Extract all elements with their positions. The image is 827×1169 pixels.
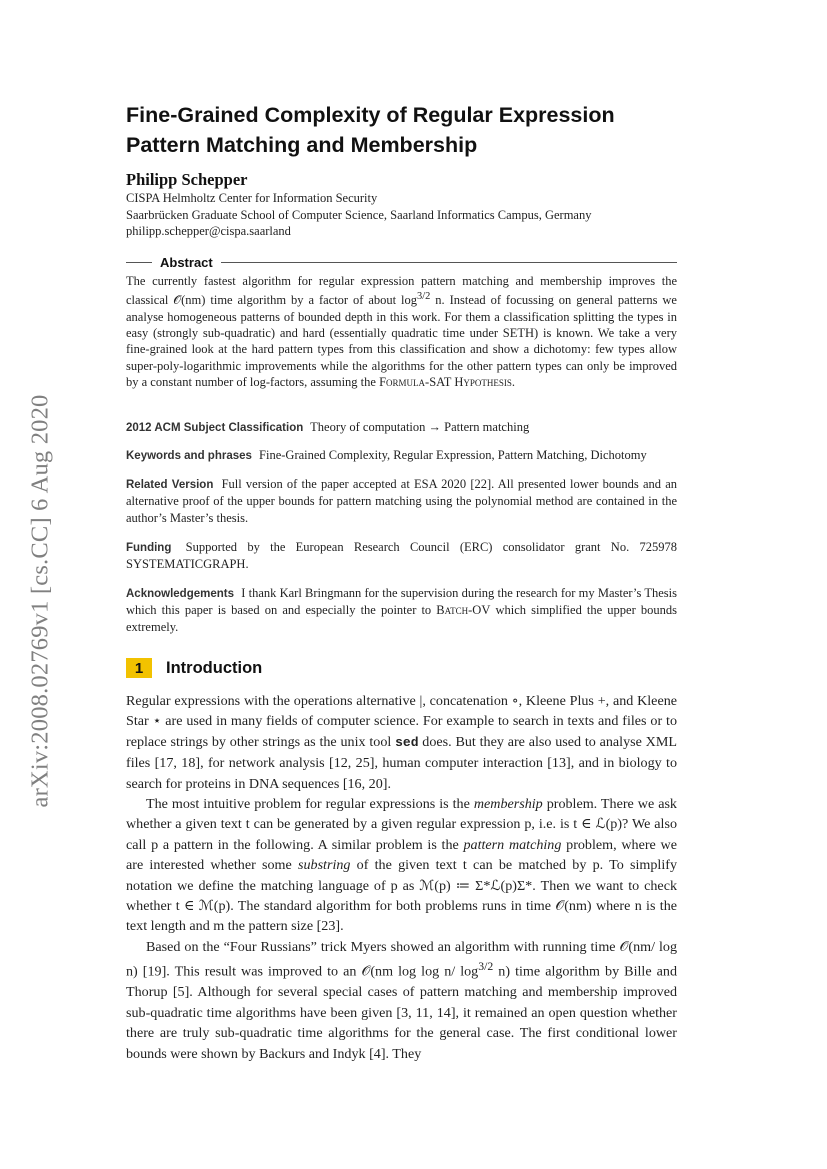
ack-text-part1: I thank Karl Bringmann for the supervision during the research for my Master’s Thesis which this paper is based on and especially the pointer to [126,586,677,618]
ack-text-part2: which simplified the upper bounds extremely. [126,603,677,634]
paragraph-2-c: problem, where we are interested whether some [126,836,677,874]
related-text: Full version of the paper accepted at ESA 2020 [22]. All presented lower bounds and an alternative proof of the upper bounds for pattern matching using the polynomial method are contained in the author’s Master’s thesis. [126,477,677,525]
acm-classification [126,419,677,436]
paragraph-3-a: Based on the “Four Russians” trick Myers showed an algorithm with running time 𝒪(nm/ log n) [19]. This result was improved to an 𝒪(nm log log n/ log [126,938,677,980]
acm-label: 2012 ACM Subject Classification [126,422,304,434]
funding-text: Supported by the European Research Council (ERC) consolidator grant No. 725978 SYSTEMATICGRAPH. [126,540,678,572]
related-version [126,476,677,526]
paragraph-1-part2: does. But they are also used to analyse XML files [17, 18], for network analysis [12, 25], human computer interaction [13], and in biology to search for proteins in DNA sequences [16, 20]. [126,733,678,792]
abstract-label: Abstract [160,254,213,270]
keywords [126,447,677,464]
paragraph-3-exponent: 3/2 [478,960,494,974]
paragraph-1 [126,691,677,794]
author-block [126,170,686,240]
affiliation-1: CISPA Helmholtz Center for Information Security [126,191,378,205]
funding [126,539,677,573]
keywords-text: Fine-Grained Complexity, Regular Expression, Pattern Matching, Dichotomy [259,448,647,462]
term-membership: membership [473,796,543,813]
keywords-label: Keywords and phrases [126,450,252,462]
arxiv-identifier-stamp [20,366,60,836]
affiliation-2: Saarbrücken Graduate School of Computer Science, Saarland Informatics Campus, Germany [126,207,592,222]
ack-batch-ov: Batch-OV [436,603,491,618]
abstract-hypothesis: Formula-SAT Hypothesis [379,374,512,389]
section-number-badge: 1 [126,658,152,678]
term-pattern-matching: pattern matching [463,836,562,853]
section-title: Introduction [166,658,263,677]
abstract-rule-left [126,262,152,263]
funding-label: Funding [126,542,172,554]
sed-command: sed [395,734,419,750]
paper-title [126,100,726,160]
introduction-body [126,691,677,1064]
acknowledgements [126,585,677,635]
abstract-text-end: . [511,374,515,389]
ack-label: Acknowledgements [126,588,234,600]
related-label: Related Version [126,479,214,491]
abstract-exponent: 3/2 [417,291,431,303]
paragraph-3-b: n) time algorithm by Bille and Thorup [5]. Although for several special cases of pattern matching and membership improved sub-quadratic time algorithms have been given [3, 11, 14], it remained an open question whether there are truly sub-quadratic time algorithms for the general case. The first conditional lower bounds were shown by Backurs and Indyk [4]. They [126,963,677,1062]
paragraph-2-b: problem. There we ask whether a given text t can be generated by a given regular expression p, i.e. is t ∈ ℒ(p)? We also call p a pattern in the following. A similar problem is the [126,796,677,853]
author-email[interactable]: philipp.schepper@cispa.saarland [126,224,291,238]
abstract-text-part2: n. Instead of focussing on general patterns we analyse homogeneous patterns of bounded depth in this work. For them a classification splitting the types in easy (strongly sub-quadratic) and hard (essentially quadratic time under SETH) is known. We take a very fine-grained look at the hard pattern types from this classification and show a dichotomy: few types allow super-poly-logarithmic improvements while the algorithms for the other pattern types can only be improved by a constant number of log-factors, assuming the [126,293,677,389]
abstract-text-part1: The currently fastest algorithm for regular expression pattern matching and membership improves the classical 𝒪(nm) time algorithm by a factor of about log [126,274,677,308]
paragraph-2-d: of the given text t can be matched by p. To simplify notation we define the matching language of p as ℳ(p) ≔ Σ*ℒ(p)Σ*. Then we want to check whether t ∈ ℳ(p). The standard algorithm for both problems runs in time 𝒪(nm) where n is the text length and m the pattern size [23]. [126,857,677,935]
author-name: Philipp Schepper [126,170,248,189]
arxiv-identifier-text: arXiv:2008.02769v1 [cs.CC] 6 Aug 2020 [26,394,53,808]
section-heading-introduction [126,657,262,679]
paragraph-1-part1: Regular expressions with the operations alternative |, concatenation ∘, Kleene Plus +, and Kleene Star ⋆ are used in many fields of computer science. For example to search in texts and files or to replace strings by other strings as the unix tool [126,693,677,750]
abstract-heading [126,253,677,271]
acm-text: Theory of computation → Pattern matching [310,420,530,434]
paragraph-3 [126,937,677,1064]
abstract-text [126,273,677,390]
abstract-rule-right [221,262,677,263]
term-substring: substring [297,857,351,874]
paragraph-2 [126,794,677,937]
title-line-1: Fine-Grained Complexity of Regular Expression [126,103,615,127]
title-line-2: Pattern Matching and Membership [126,133,478,157]
paragraph-2-a: The most intuitive problem for regular expressions is the [146,796,474,813]
